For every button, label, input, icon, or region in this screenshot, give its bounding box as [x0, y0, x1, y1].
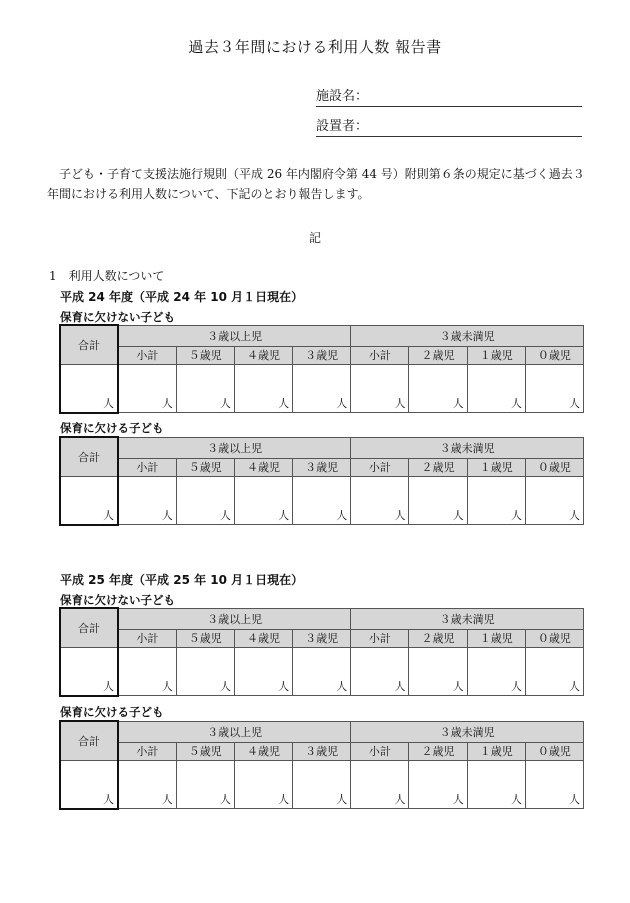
value-cell[interactable]: 人 — [293, 364, 351, 413]
value-cell[interactable]: 人 — [118, 364, 176, 413]
subtotal-header: 小計 — [351, 629, 409, 647]
value-cell[interactable]: 人 — [467, 760, 525, 809]
over3-header: ３歳以上児 — [118, 325, 351, 346]
total-header: 合計 — [60, 325, 118, 364]
age0-header: ０歳児 — [525, 629, 583, 647]
value-cell[interactable]: 人 — [118, 476, 176, 525]
subtotal-header: 小計 — [351, 742, 409, 760]
value-cell[interactable]: 人 — [234, 647, 292, 696]
total-cell[interactable]: 人 — [60, 760, 118, 809]
age5-header: ５歳児 — [176, 458, 234, 476]
group-label: 保育に欠ける子ども — [60, 421, 164, 435]
value-cell[interactable]: 人 — [351, 647, 409, 696]
under3-header: ３歳未満児 — [351, 325, 584, 346]
value-cell[interactable]: 人 — [525, 760, 583, 809]
age4-header: ４歳児 — [234, 742, 292, 760]
value-cell[interactable]: 人 — [525, 364, 583, 413]
subtotal-header: 小計 — [351, 458, 409, 476]
group-label: 保育に欠ける子ども — [60, 705, 164, 719]
value-cell[interactable]: 人 — [176, 647, 234, 696]
group-label: 保育に欠けない子ども — [60, 310, 175, 324]
age3-header: ３歳児 — [293, 742, 351, 760]
ki-heading: 記 — [308, 231, 321, 245]
value-cell[interactable]: 人 — [409, 760, 467, 809]
subtotal-header: 小計 — [118, 742, 176, 760]
age3-header: ３歳児 — [293, 629, 351, 647]
section-heading: 1 利用人数について — [49, 269, 165, 283]
value-cell[interactable]: 人 — [409, 476, 467, 525]
total-cell[interactable]: 人 — [60, 476, 118, 525]
total-header: 合計 — [60, 721, 118, 760]
under3-header: ３歳未満児 — [351, 608, 584, 629]
age4-header: ４歳児 — [234, 346, 292, 364]
under3-header: ３歳未満児 — [351, 721, 584, 742]
subtotal-header: 小計 — [351, 346, 409, 364]
value-cell[interactable]: 人 — [118, 647, 176, 696]
value-cell[interactable]: 人 — [409, 647, 467, 696]
value-cell[interactable]: 人 — [525, 476, 583, 525]
value-cell[interactable]: 人 — [293, 760, 351, 809]
age4-header: ４歳児 — [234, 629, 292, 647]
age1-header: １歳児 — [467, 346, 525, 364]
age3-header: ３歳児 — [293, 458, 351, 476]
age3-header: ３歳児 — [293, 346, 351, 364]
value-cell[interactable]: 人 — [176, 364, 234, 413]
total-header: 合計 — [60, 437, 118, 476]
value-cell[interactable]: 人 — [234, 364, 292, 413]
document-title: 過去３年間における利用人数 報告書 — [188, 38, 442, 56]
value-cell[interactable]: 人 — [176, 476, 234, 525]
group-label: 保育に欠けない子ども — [60, 593, 175, 607]
total-cell[interactable]: 人 — [60, 647, 118, 696]
value-cell[interactable]: 人 — [234, 760, 292, 809]
age1-header: １歳児 — [467, 742, 525, 760]
year-heading-h24: 平成 24 年度（平成 24 年 10 月１日現在） — [60, 290, 304, 304]
age1-header: １歳児 — [467, 458, 525, 476]
age2-header: ２歳児 — [409, 458, 467, 476]
age0-header: ０歳児 — [525, 458, 583, 476]
under3-header: ３歳未満児 — [351, 437, 584, 458]
age5-header: ５歳児 — [176, 629, 234, 647]
value-cell[interactable]: 人 — [293, 476, 351, 525]
facility-name-field[interactable] — [316, 86, 582, 107]
subtotal-header: 小計 — [118, 629, 176, 647]
age0-header: ０歳児 — [525, 742, 583, 760]
usage-table-h24-lacking — [59, 436, 584, 526]
usage-table-h25-lacking — [59, 720, 584, 810]
age2-header: ２歳児 — [409, 629, 467, 647]
value-cell[interactable]: 人 — [467, 647, 525, 696]
founder-field[interactable] — [316, 116, 582, 137]
age0-header: ０歳児 — [525, 346, 583, 364]
age2-header: ２歳児 — [409, 346, 467, 364]
total-cell[interactable]: 人 — [60, 364, 118, 413]
over3-header: ３歳以上児 — [118, 608, 351, 629]
value-cell[interactable]: 人 — [351, 760, 409, 809]
age5-header: ５歳児 — [176, 742, 234, 760]
over3-header: ３歳以上児 — [118, 437, 351, 458]
subtotal-header: 小計 — [118, 346, 176, 364]
value-cell[interactable]: 人 — [351, 476, 409, 525]
usage-table-h25-not-lacking — [59, 607, 584, 697]
value-cell[interactable]: 人 — [467, 364, 525, 413]
age1-header: １歳児 — [467, 629, 525, 647]
value-cell[interactable]: 人 — [409, 364, 467, 413]
year-heading-h25: 平成 25 年度（平成 25 年 10 月１日現在） — [60, 573, 304, 587]
founder-label: 設置者： — [316, 119, 369, 134]
value-cell[interactable]: 人 — [351, 364, 409, 413]
subtotal-header: 小計 — [118, 458, 176, 476]
value-cell[interactable]: 人 — [467, 476, 525, 525]
value-cell[interactable]: 人 — [525, 647, 583, 696]
value-cell[interactable]: 人 — [293, 647, 351, 696]
age5-header: ５歳児 — [176, 346, 234, 364]
intro-paragraph: 子ども・子育て支援法施行規則（平成 26 年内閣府令第 44 号）附則第６条の規定に基づく過去３年間における利用人数について、下記のとおり報告します。 — [47, 167, 585, 201]
usage-table-h24-not-lacking — [59, 324, 584, 414]
age2-header: ２歳児 — [409, 742, 467, 760]
value-cell[interactable]: 人 — [176, 760, 234, 809]
facility-name-label: 施設名： — [316, 89, 369, 104]
value-cell[interactable]: 人 — [118, 760, 176, 809]
age4-header: ４歳児 — [234, 458, 292, 476]
total-header: 合計 — [60, 608, 118, 647]
over3-header: ３歳以上児 — [118, 721, 351, 742]
value-cell[interactable]: 人 — [234, 476, 292, 525]
